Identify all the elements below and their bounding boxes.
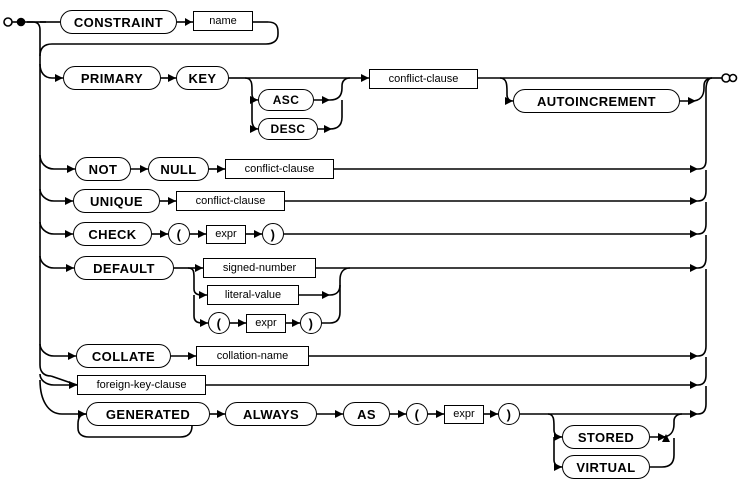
node-stored-keyword: STORED (562, 425, 650, 449)
node-default-keyword: DEFAULT (74, 256, 174, 280)
node-autoincrement-keyword: AUTOINCREMENT (513, 89, 680, 113)
node-foreign-key-clause: foreign-key-clause (77, 375, 206, 395)
node-collation-name: collation-name (196, 346, 309, 366)
node-primary-keyword: PRIMARY (63, 66, 161, 90)
node-name: name (193, 11, 253, 31)
node-constraint-keyword: CONSTRAINT (60, 10, 177, 34)
node-conflict-clause-primary: conflict-clause (369, 69, 478, 89)
node-as-keyword: AS (343, 402, 390, 426)
node-expr-generated: expr (444, 405, 484, 424)
node-left-paren-generated: ( (406, 403, 428, 425)
node-expr-default: expr (246, 314, 286, 333)
node-right-paren-check: ) (262, 223, 284, 245)
node-left-paren-default: ( (208, 312, 230, 334)
node-literal-value: literal-value (207, 285, 299, 305)
node-unique-keyword: UNIQUE (73, 189, 160, 213)
node-desc-keyword: DESC (258, 118, 318, 140)
node-generated-keyword: GENERATED (86, 402, 210, 426)
node-expr-check: expr (206, 225, 246, 244)
node-not-keyword: NOT (75, 157, 131, 181)
node-asc-keyword: ASC (258, 89, 314, 111)
node-conflict-clause-unique: conflict-clause (176, 191, 285, 211)
node-right-paren-generated: ) (498, 403, 520, 425)
node-null-keyword: NULL (148, 157, 209, 181)
node-virtual-keyword: VIRTUAL (562, 455, 650, 479)
node-always-keyword: ALWAYS (225, 402, 317, 426)
node-right-paren-default: ) (300, 312, 322, 334)
node-conflict-clause-notnull: conflict-clause (225, 159, 334, 179)
node-collate-keyword: COLLATE (76, 344, 171, 368)
node-key-keyword: KEY (176, 66, 229, 90)
node-signed-number: signed-number (203, 258, 316, 278)
node-left-paren-check: ( (168, 223, 190, 245)
node-check-keyword: CHECK (73, 222, 152, 246)
